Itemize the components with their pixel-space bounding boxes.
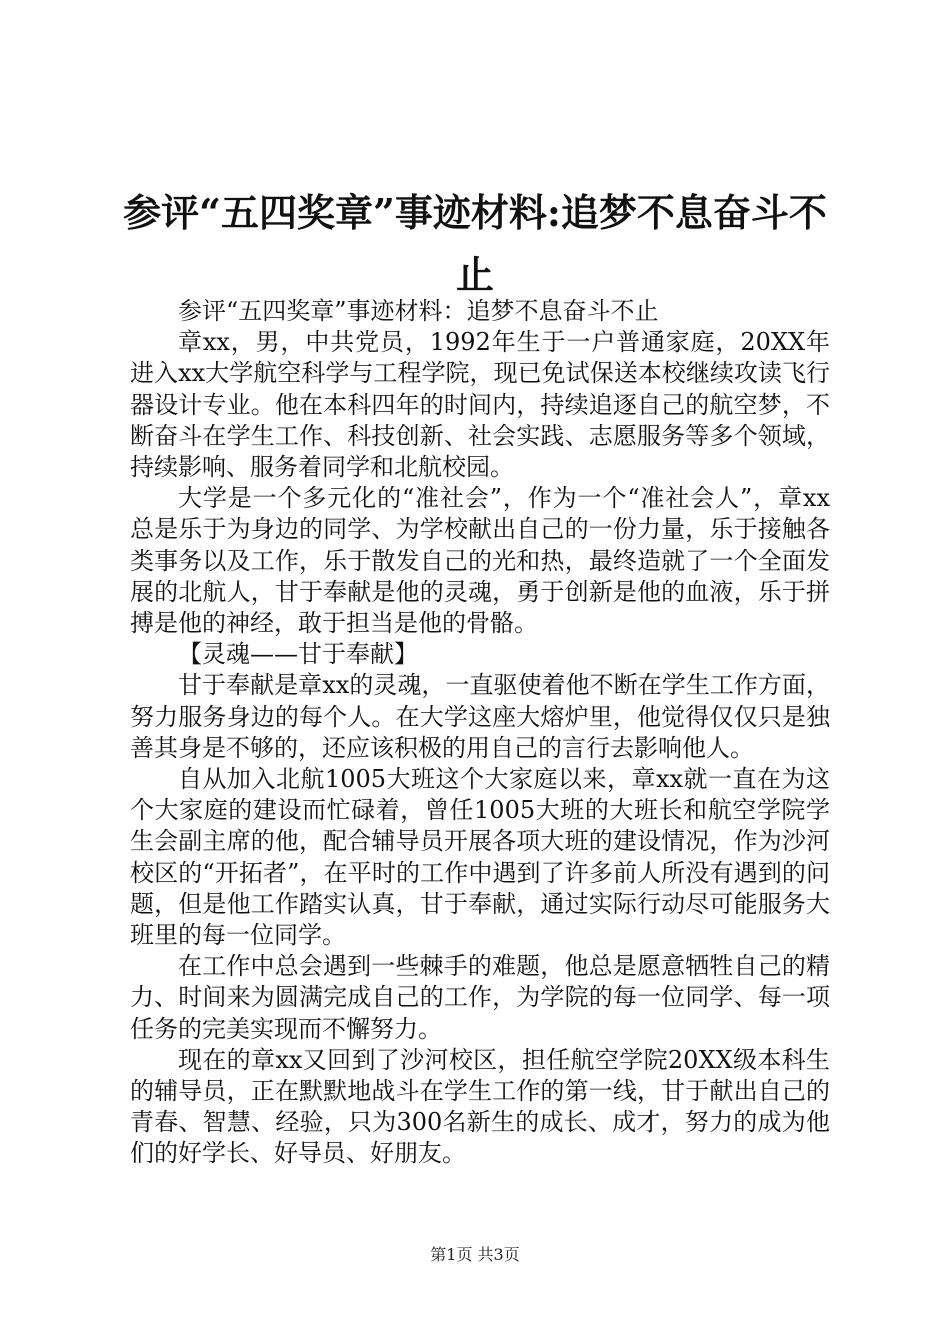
paragraph-subtitle: 参评“五四奖章”事迹材料：追梦不息奋斗不止: [178, 297, 659, 325]
paragraph-university: 大学是一个多元化的“准社会”，作为一个“准社会人”，章xx总是乐于为身边的同学、为学校献出自己的一份力量，乐于接触各类事务以及工作，乐于散发自己的光和热，最终造就了一个全面发展的北航人，甘于奉献是他的灵魂，勇于创新是他的血液，乐于拼搏是他的神经，敢于担当是他的骨骼。: [130, 484, 830, 638]
paragraph-class-1005: 自从加入北航1005大班这个大家庭以来，章xx就一直在为这个大家庭的建设而忙碌着，曾任1005大班的大班长和航空学院学生会副主席的他，配合辅导员开展各项大班的建设情况，作为沙河校区的“开拓者”，在平时的工作中遇到了许多前人所没有遇到的问题，但是他工作踏实认真，甘于奉献，通过实际行动尽可能服务大班里的每一位同学。: [130, 765, 830, 950]
page-number-footer: 第1页 共3页: [430, 1245, 520, 1264]
section-heading-soul: 【灵魂——甘于奉献】: [178, 640, 418, 669]
paragraph-dedication: 甘于奉献是章xx的灵魂，一直驱使着他不断在学生工作方面，努力服务身边的每个人。在大学这座大熔炉里，他觉得仅仅只是独善其身是不够的，还应该积极的用自己的言行去影响他人。: [130, 671, 830, 762]
paragraph-intro: 章xx，男，中共党员，1992年生于一户普通家庭，20XX年进入xx大学航空科学与工程学院，现已免试保送本校继续攻读飞行器设计专业。他在本科四年的时间内，持续追逐自己的航空梦，不断奋斗在学生工作、科技创新、社会实践、志愿服务等多个领域，持续影响、服务着同学和北航校园。: [130, 328, 830, 482]
document-body: [130, 296, 830, 1170]
document-title: 参评“五四奖章”事迹材料:追梦不息奋斗不止: [123, 190, 827, 297]
paragraph-counselor: 现在的章xx又回到了沙河校区，担任航空学院20XX级本科生的辅导员，正在默默地战斗在学生工作的第一线，甘于献出自己的青春、智慧、经验，只为300名新生的成长、成才，努力的成为他们的好学长、好导员、好朋友。: [130, 1045, 830, 1168]
paragraph-challenges: 在工作中总会遇到一些棘手的难题，他总是愿意牺牲自己的精力、时间来为圆满完成自己的工作，为学院的每一位同学、每一项任务的完美实现而不懈努力。: [130, 952, 830, 1043]
